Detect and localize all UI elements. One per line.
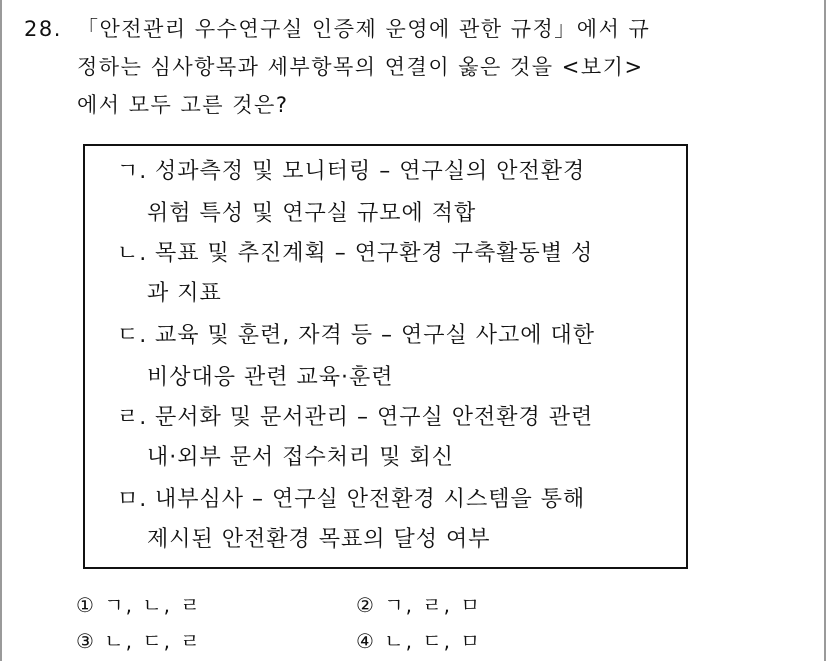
option-3[interactable]: ③ ㄴ, ㄷ, ㄹ xyxy=(76,629,202,653)
item-mark-3: ㄷ. xyxy=(117,323,148,348)
item-mark-4: ㄹ. xyxy=(117,405,148,430)
item-mark-1: ㄱ. xyxy=(117,159,148,184)
question-number: 28. xyxy=(24,17,62,41)
option-2[interactable]: ② ㄱ, ㄹ, ㅁ xyxy=(356,593,482,617)
item-1-line-1: 성과측정 및 모니터링 – 연구실의 안전환경 xyxy=(155,159,586,184)
question-text-line-3: 에서 모두 고른 것은? xyxy=(77,93,289,117)
item-3-line-1: 교육 및 훈련, 자격 등 – 연구실 사고에 대한 xyxy=(155,323,595,348)
item-mark-2: ㄴ. xyxy=(117,241,148,266)
item-3-line-2: 비상대응 관련 교육·훈련 xyxy=(147,365,394,390)
item-5-line-1: 내부심사 – 연구실 안전환경 시스템을 통해 xyxy=(155,487,586,512)
option-1[interactable]: ① ㄱ, ㄴ, ㄹ xyxy=(76,593,202,617)
item-4-line-1: 문서화 및 문서관리 – 연구실 안전환경 관련 xyxy=(155,405,594,430)
item-mark-5: ㅁ. xyxy=(117,487,148,512)
question-text-line-1: 「안전관리 우수연구실 인증제 운영에 관한 규정」에서 규 xyxy=(77,17,651,41)
item-4-line-2: 내·외부 문서 접수처리 및 회신 xyxy=(147,445,454,470)
option-4[interactable]: ④ ㄴ, ㄷ, ㅁ xyxy=(356,629,482,653)
item-1-line-2: 위험 특성 및 연구실 규모에 적합 xyxy=(147,201,477,226)
item-2-line-2: 과 지표 xyxy=(147,281,222,306)
item-2-line-1: 목표 및 추진계획 – 연구환경 구축활동별 성 xyxy=(155,241,594,266)
item-5-line-2: 제시된 안전환경 목표의 달성 여부 xyxy=(147,527,491,552)
example-box xyxy=(83,144,688,569)
question-text-line-2: 정하는 심사항목과 세부항목의 연결이 옳은 것을 <보기> xyxy=(77,55,644,79)
